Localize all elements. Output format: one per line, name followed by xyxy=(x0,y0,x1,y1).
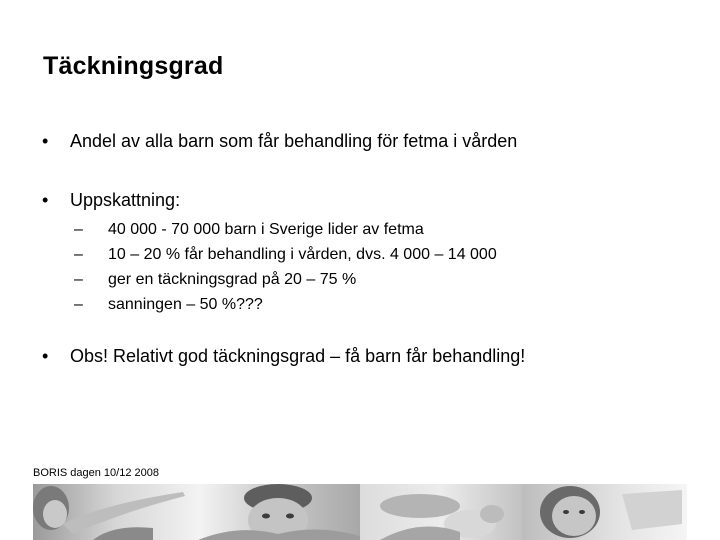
sub-bullet-text: 40 000 - 70 000 barn i Sverige lider av fetma xyxy=(108,221,424,238)
child-portrait-photo xyxy=(522,484,687,540)
photo-strip xyxy=(33,484,687,540)
bullet-2 xyxy=(42,190,180,211)
bullet-text: Uppskattning: xyxy=(70,190,181,210)
bullet-text: Andel av alla barn som får behandling för fetma i vården xyxy=(70,131,518,151)
child-face-photo xyxy=(198,484,360,540)
feet-photo xyxy=(360,484,522,540)
sub-bullet-item xyxy=(74,242,497,267)
bullet-marker: • xyxy=(42,131,49,151)
sub-bullet-list xyxy=(74,217,497,317)
sub-bullet-text: sanningen – 50 %??? xyxy=(108,296,263,313)
bullet-marker: • xyxy=(42,346,49,366)
bullet-1 xyxy=(42,131,517,152)
sub-bullet-item xyxy=(74,267,497,292)
sub-bullet-text: ger en täckningsgrad på 20 – 75 % xyxy=(108,271,357,288)
sub-bullet-marker: – xyxy=(74,271,83,288)
bullet-text: Obs! Relativt god täckningsgrad – få barn får behandling! xyxy=(70,346,526,366)
sub-bullet-marker: – xyxy=(74,221,83,238)
child-pointing-photo xyxy=(33,484,198,540)
bullet-marker: • xyxy=(42,190,49,210)
sub-bullet-text: 10 – 20 % får behandling i vården, dvs. 4 000 – 14 000 xyxy=(108,246,497,263)
sub-bullet-marker: – xyxy=(74,246,83,263)
slide-title: Täckningsgrad xyxy=(43,52,224,80)
sub-bullet-item xyxy=(74,292,497,317)
sub-bullet-item xyxy=(74,217,497,242)
footer-text: BORIS dagen 10/12 2008 xyxy=(33,467,159,479)
sub-bullet-marker: – xyxy=(74,296,83,313)
bullet-3 xyxy=(42,346,525,367)
